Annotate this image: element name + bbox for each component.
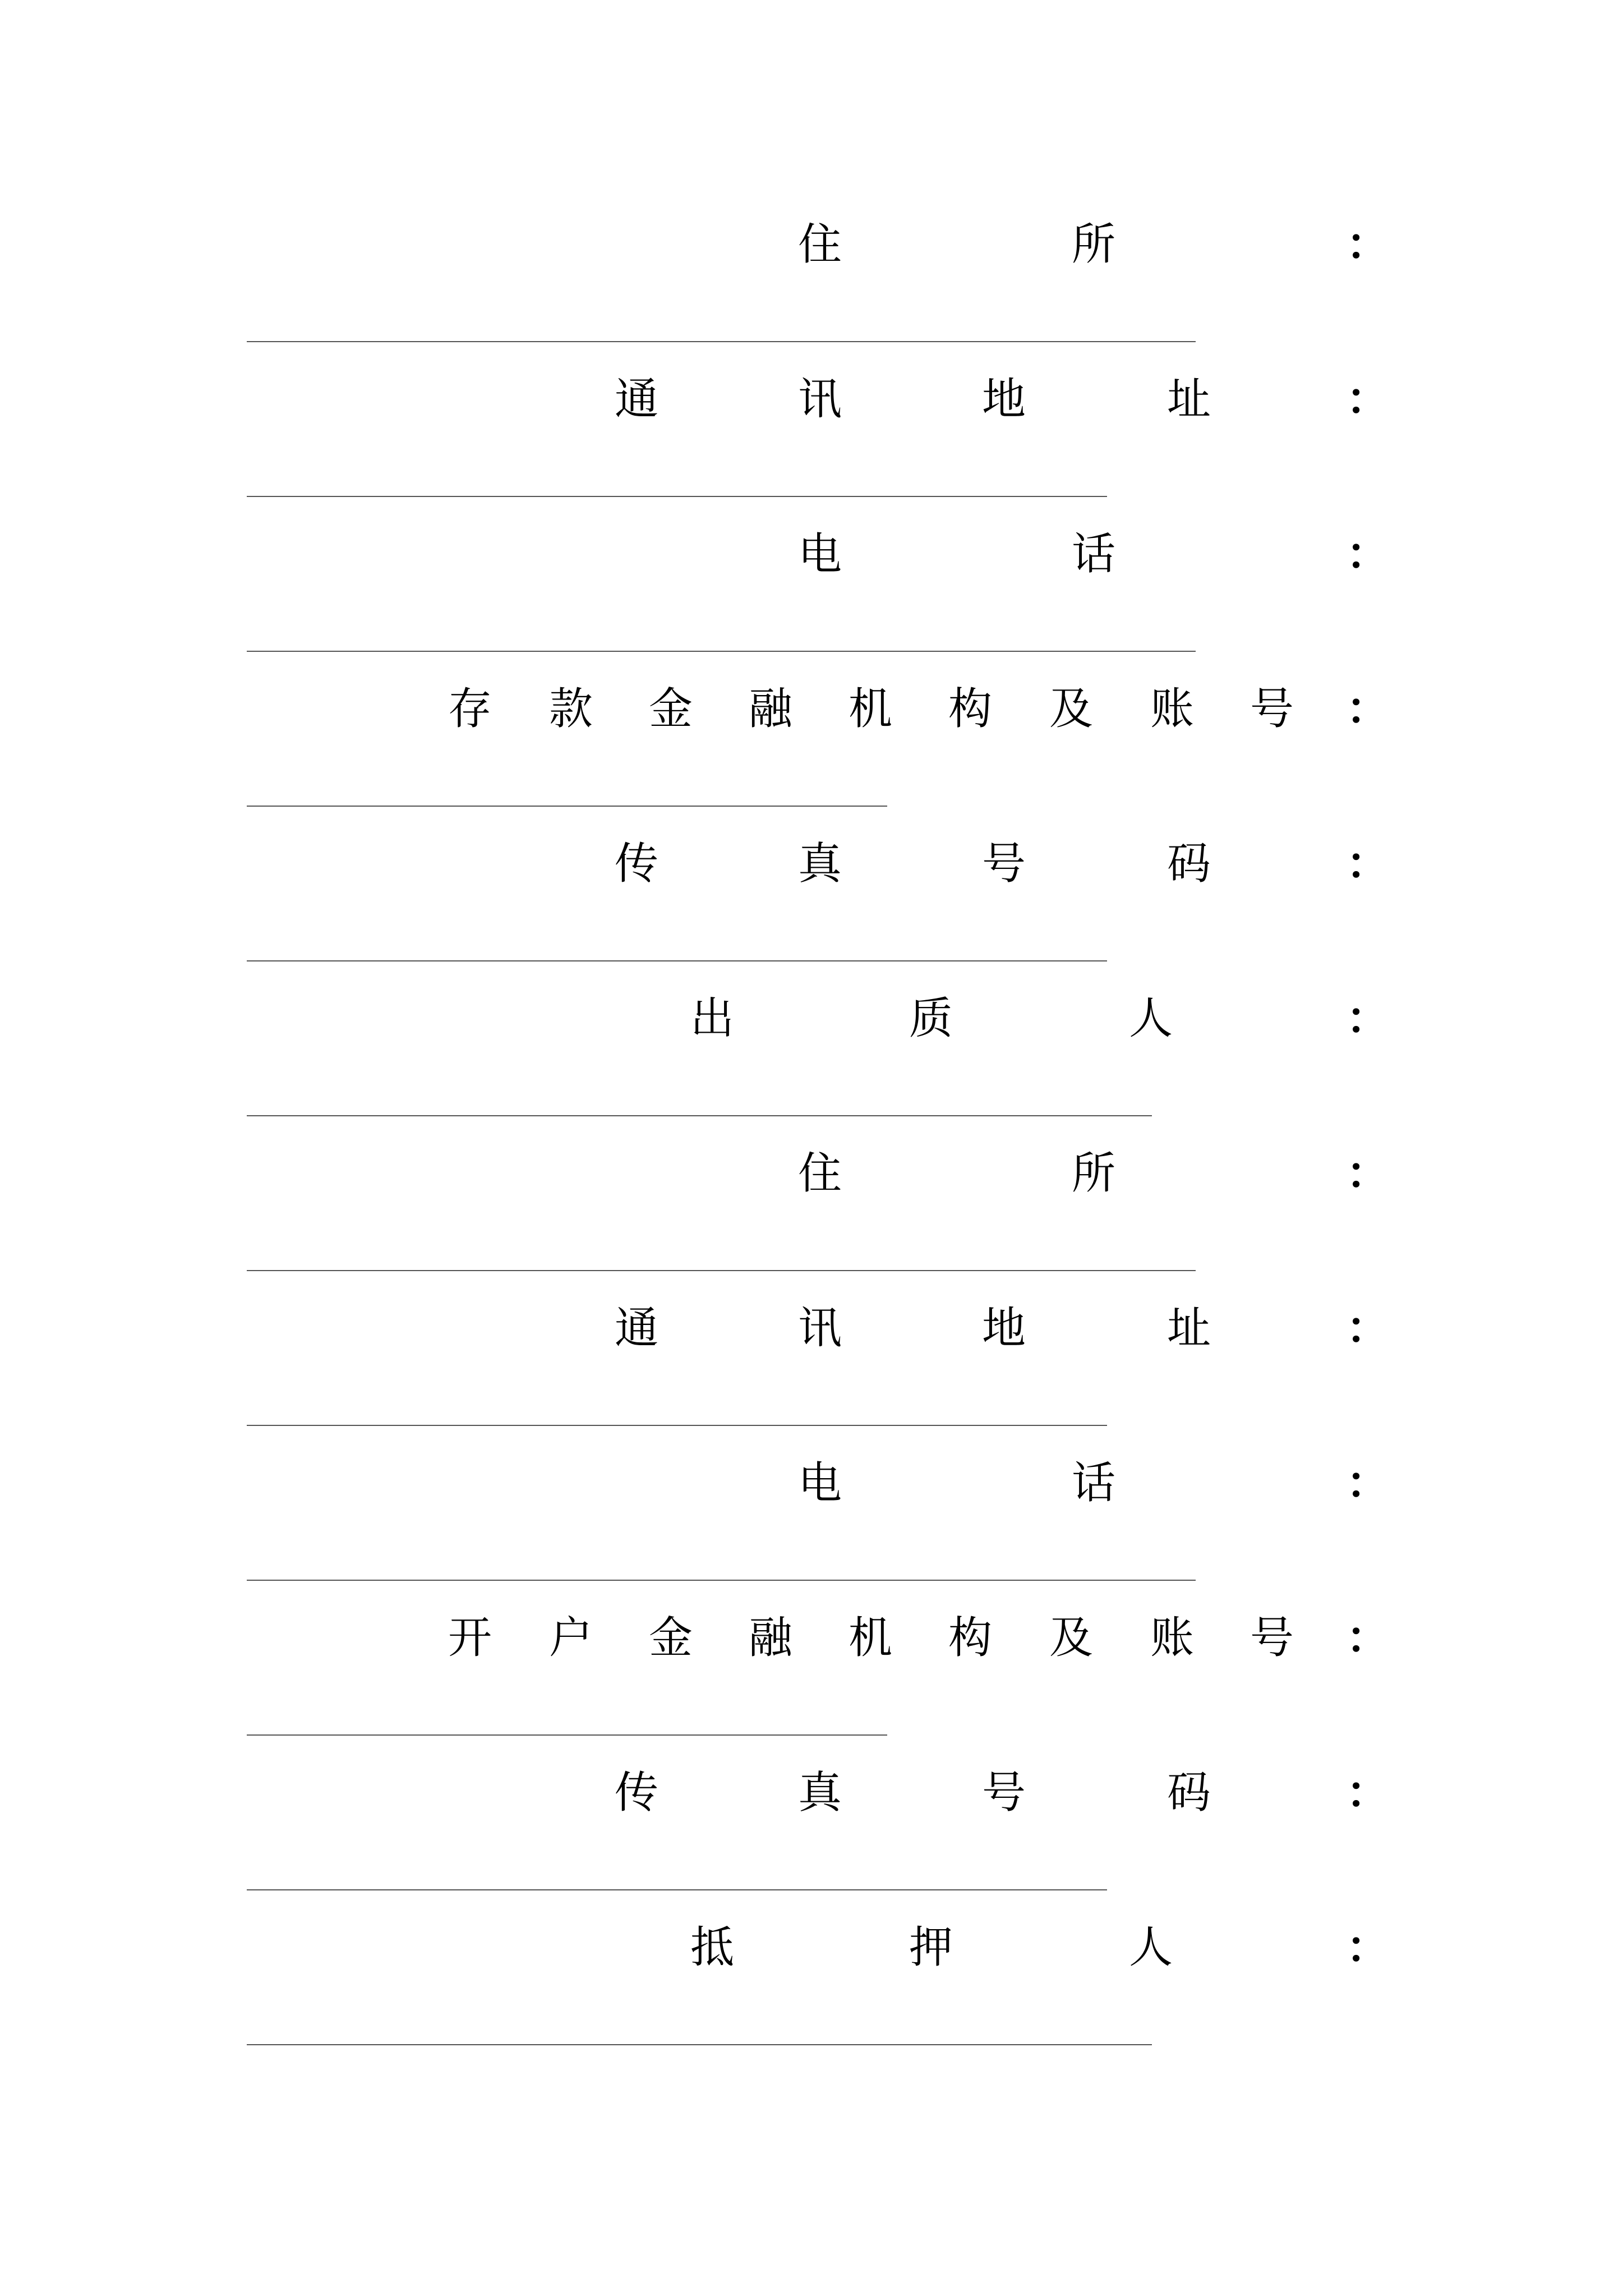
field-label-char: 号	[981, 839, 1026, 889]
field-label-char: 及	[1049, 684, 1094, 734]
field-label-char: 人	[1128, 1922, 1173, 1973]
field-label-char: 码	[1166, 839, 1211, 889]
field-label-char: 电	[797, 529, 842, 579]
field-label-char: 号	[1249, 1613, 1294, 1663]
field-colon: ：	[1346, 1613, 1390, 1663]
field-label-char: 机	[848, 684, 893, 734]
field-colon: ：	[1346, 993, 1390, 1044]
field-colon: ：	[1346, 1148, 1390, 1199]
field-label-char: 抵	[690, 1922, 735, 1973]
field-label-char: 存	[448, 684, 492, 734]
field-fax-number-1	[247, 830, 1390, 898]
field-label-char: 电	[797, 1458, 842, 1508]
fill-in-blank-opening-bank-account[interactable]	[247, 1734, 887, 1736]
field-label-char: 融	[748, 1613, 793, 1663]
field-colon: ：	[1346, 1922, 1390, 1973]
field-colon: ：	[1346, 1303, 1390, 1354]
field-label-char: 真	[797, 839, 842, 889]
field-label-char: 传	[614, 839, 659, 889]
field-label-char: 地	[981, 374, 1026, 425]
field-phone-2	[247, 1450, 1390, 1517]
field-label-char: 账	[1150, 1613, 1195, 1663]
fill-in-blank-fax-number-2[interactable]	[247, 1889, 1107, 1890]
field-phone-1	[247, 521, 1390, 588]
fill-in-blank-phone-2[interactable]	[247, 1580, 1196, 1581]
field-colon: ：	[1346, 219, 1390, 270]
field-label-char: 话	[1071, 1458, 1116, 1508]
fill-in-blank-fax-number-1[interactable]	[247, 960, 1107, 961]
field-label-char: 住	[797, 1148, 842, 1199]
field-label-char: 讯	[797, 1303, 842, 1354]
field-label-char: 及	[1049, 1613, 1094, 1663]
field-label-char: 构	[948, 1613, 993, 1663]
fill-in-blank-pledgor[interactable]	[247, 1115, 1152, 1116]
field-label-char: 开	[448, 1613, 492, 1663]
field-residence-2	[247, 1140, 1390, 1207]
field-label-char: 址	[1166, 1303, 1211, 1354]
field-label-char: 出	[690, 993, 735, 1044]
field-pledgor	[247, 985, 1390, 1052]
field-colon: ：	[1346, 839, 1390, 889]
field-label-char: 金	[648, 684, 693, 734]
field-mailing-address-1	[247, 366, 1390, 433]
field-colon: ：	[1346, 529, 1390, 579]
field-colon: ：	[1346, 1458, 1390, 1508]
field-label-char: 构	[948, 684, 993, 734]
field-deposit-bank-account	[247, 675, 1390, 743]
field-label-char: 讯	[797, 374, 842, 425]
field-label-char: 址	[1166, 374, 1211, 425]
field-label-char: 机	[848, 1613, 893, 1663]
field-label-char: 码	[1166, 1768, 1211, 1818]
field-colon: ：	[1346, 684, 1390, 734]
field-label-char: 号	[1249, 684, 1294, 734]
field-label-char: 通	[614, 1303, 659, 1354]
field-label-char: 所	[1071, 1148, 1116, 1199]
fill-in-blank-mailing-address-2[interactable]	[247, 1425, 1107, 1426]
field-label-char: 传	[614, 1768, 659, 1818]
field-label-char: 押	[909, 1922, 953, 1973]
field-colon: ：	[1346, 374, 1390, 425]
fill-in-blank-mortgagor[interactable]	[247, 2044, 1152, 2045]
field-opening-bank-account	[247, 1604, 1390, 1672]
field-label-char: 账	[1150, 684, 1195, 734]
field-label-char: 所	[1071, 219, 1116, 270]
fill-in-blank-mailing-address-1[interactable]	[247, 496, 1107, 497]
field-label-char: 质	[909, 993, 953, 1044]
fill-in-blank-residence-1[interactable]	[247, 341, 1196, 342]
field-mortgagor	[247, 1914, 1390, 1981]
field-label-char: 地	[981, 1303, 1026, 1354]
field-label-char: 金	[648, 1613, 693, 1663]
field-colon: ：	[1346, 1768, 1390, 1818]
field-label-char: 融	[748, 684, 793, 734]
fill-in-blank-deposit-bank-account[interactable]	[247, 806, 887, 807]
field-mailing-address-2	[247, 1295, 1390, 1362]
fill-in-blank-residence-2[interactable]	[247, 1270, 1196, 1271]
field-residence-1	[247, 211, 1390, 278]
field-label-char: 住	[797, 219, 842, 270]
field-label-char: 通	[614, 374, 659, 425]
field-label-char: 款	[548, 684, 593, 734]
fill-in-blank-phone-1[interactable]	[247, 651, 1196, 652]
field-label-char: 话	[1071, 529, 1116, 579]
field-label-char: 真	[797, 1768, 842, 1818]
field-label-char: 号	[981, 1768, 1026, 1818]
field-fax-number-2	[247, 1759, 1390, 1826]
field-label-char: 户	[548, 1613, 593, 1663]
field-label-char: 人	[1128, 993, 1173, 1044]
